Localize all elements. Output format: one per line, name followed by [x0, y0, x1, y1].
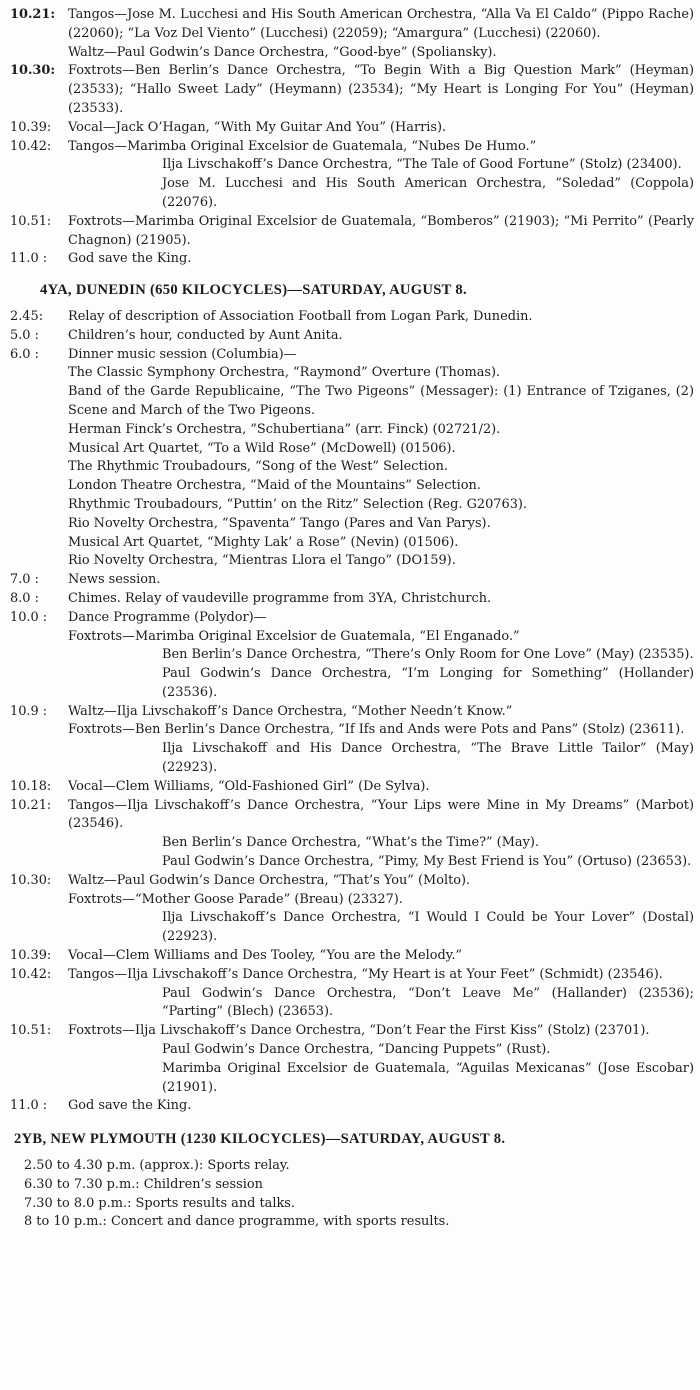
entry-text: Tangos—Marimba Original Excelsior de Guatemala, “Nubes De Humo.”	[68, 138, 537, 154]
entry-time: 11.0 :	[10, 251, 48, 267]
entry-sub	[10, 1060, 694, 1098]
entry-text: Marimba Original Excelsior de Guatemala, “Aguilas Mexicanas” (Jose Escobar) (21901).	[162, 1060, 694, 1095]
entry-sub	[10, 364, 694, 383]
entry	[10, 308, 694, 327]
entry-sub	[10, 440, 694, 459]
entry-time: 5.0 :	[10, 327, 39, 343]
entry-time: 10.51:	[10, 1023, 52, 1039]
entry-sub	[10, 628, 694, 647]
entry-text: Children’s hour, conducted by Aunt Anita.	[68, 327, 343, 343]
schedule-line: 6.30 to 7.30 p.m.: Children’s session	[24, 1176, 263, 1192]
entry-time: 6.0 :	[10, 346, 39, 362]
entry-sub	[10, 853, 694, 872]
entry-text: Foxtrots—Marimba Original Excelsior de Guatemala, “El Enganado.”	[68, 628, 520, 644]
entry-text: Waltz—Ilja Livschakoff’s Dance Orchestra, “Mother Needn’t Know.”	[68, 703, 513, 719]
entry-sub	[10, 383, 694, 421]
entry-time: 2.45:	[10, 308, 44, 324]
section-2yb	[10, 1157, 694, 1232]
entry-11-0-god-save	[10, 250, 694, 269]
entry	[10, 571, 694, 590]
entry-text: Relay of description of Association Football from Logan Park, Dunedin.	[68, 308, 533, 324]
entry-text: Foxtrots—Ben Berlin’s Dance Orchestra, “If Ifs and Ands were Pots and Pans” (Stolz) (23611).	[68, 722, 685, 738]
entry-10-51-foxtrots	[10, 213, 694, 251]
entry-text: Band of the Garde Republicaine, “The Two Pigeons” (Messager): (1) Entrance of Tziganes, (2) Scene and March of the Two Pigeons.	[68, 384, 694, 418]
section-4ya	[10, 308, 694, 1116]
entry-text: Tangos—Ilja Livschakoff’s Dance Orchestra, “Your Lips were Mine in My Dreams” (Marbot) (23546).	[68, 797, 694, 832]
entry-text: Foxtrots—Marimba Original Excelsior de Guatemala, “Bomberos” (21903); “Mi Perrito” (Pearly Chagnon) (21905).	[68, 213, 694, 248]
entry	[10, 872, 694, 891]
entry-text: Waltz—Paul Godwin’s Dance Orchestra, “That’s You” (Molto).	[68, 872, 471, 888]
entry-text: Waltz—Paul Godwin’s Dance Orchestra, “Good-bye” (Spoliansky).	[68, 44, 497, 60]
entry-sub	[10, 496, 694, 515]
entry-time: 10.0 :	[10, 609, 48, 625]
entry-time: 10.9 :	[10, 703, 48, 719]
entry-text: Herman Finck’s Orchestra, “Schubertiana” (arr. Finck) (02721/2).	[68, 421, 501, 437]
entry-text: London Theatre Orchestra, “Maid of the Mountains” Selection.	[68, 478, 481, 494]
entry-text: Rio Novelty Orchestra, “Spaventa” Tango (Pares and Van Parys).	[68, 515, 491, 531]
entry-sub	[10, 646, 694, 665]
entry-text: Ilja Livschakoff’s Dance Orchestra, “The Tale of Good Fortune” (Stolz) (23400).	[162, 157, 682, 173]
entry-sub	[10, 477, 694, 496]
entry-time: 10.39:	[10, 119, 52, 135]
entry-10-21-tangos	[10, 6, 694, 44]
entry-text: Dinner music session (Columbia)—	[68, 346, 297, 362]
entry-text: Foxtrots—Ben Berlin’s Dance Orchestra, “To Begin With a Big Question Mark” (Heyman) (23533); “Hallo Sweet Lady” (Heymann) (23534); “My Heart is Longing For You” (Heyman) (23533).	[68, 63, 694, 116]
entry-text: God save the King.	[68, 251, 192, 267]
entry-text: Musical Art Quartet, “Mighty Lak’ a Rose” (Nevin) (01506).	[68, 534, 459, 550]
entry-text: God save the King.	[68, 1098, 192, 1114]
entry-time: 10.42:	[10, 966, 52, 982]
entry	[10, 1097, 694, 1116]
entry-text: Ben Berlin’s Dance Orchestra, “There’s Only Room for One Love” (May) (23535).	[162, 647, 694, 663]
entry	[10, 703, 694, 722]
entry-text: Vocal—Clem Williams and Des Tooley, “You are the Melody.”	[68, 948, 463, 964]
entry-sub	[10, 534, 694, 553]
entry-text: Chimes. Relay of vaudeville programme from 3YA, Christchurch.	[68, 590, 492, 606]
section-3ya-late	[10, 6, 694, 269]
entry-time: 10.51:	[10, 213, 52, 229]
entry	[10, 590, 694, 609]
entry-text: Paul Godwin’s Dance Orchestra, “Dancing Puppets” (Rust).	[162, 1042, 551, 1058]
entry	[10, 609, 694, 628]
entry-time: 11.0 :	[10, 1098, 48, 1114]
entry-text: Dance Programme (Polydor)—	[68, 609, 267, 625]
entry-text: Foxtrots—Ilja Livschakoff’s Dance Orchestra, “Don’t Fear the First Kiss” (Stolz) (23701).	[68, 1023, 650, 1039]
entry-text: Ben Berlin’s Dance Orchestra, “What’s the Time?” (May).	[162, 835, 539, 851]
entry-10-30-foxtrots	[10, 62, 694, 118]
entry-time: 10.39:	[10, 948, 52, 964]
entry-sub	[10, 665, 694, 703]
entry-text: Rio Novelty Orchestra, “Mientras Llora el Tango” (DO159).	[68, 553, 456, 569]
entry-text: Paul Godwin’s Dance Orchestra, “Pimy, My Best Friend is You” (Ortuso) (23653).	[162, 854, 692, 870]
entry-text: Foxtrots—“Mother Goose Parade” (Breau) (23327).	[68, 891, 403, 907]
entry-10-42-tangos	[10, 138, 694, 157]
entry-sub	[10, 740, 694, 778]
entry-time: 8.0 :	[10, 590, 39, 606]
entry-text: The Rhythmic Troubadours, “Song of the West” Selection.	[68, 459, 448, 475]
entry-sub	[10, 1041, 694, 1060]
entry-text: Tangos—Ilja Livschakoff’s Dance Orchestra, “My Heart is at Your Feet” (Schmidt) (23546).	[68, 966, 663, 982]
entry-time: 10.30:	[10, 872, 52, 888]
entry-time: 10.18:	[10, 778, 52, 794]
entry-text: The Classic Symphony Orchestra, “Raymond” Overture (Thomas).	[68, 365, 501, 381]
station-heading-4ya: 4YA, DUNEDIN (650 KILOCYCLES)—SATURDAY, AUGUST 8.	[40, 282, 467, 299]
entry-text: News session.	[68, 572, 161, 588]
entry-sub	[10, 552, 694, 571]
entry-text: Vocal—Jack O’Hagan, “With My Guitar And You” (Harris).	[68, 119, 447, 135]
entry-sub	[10, 891, 694, 910]
entry-sub	[10, 721, 694, 740]
entry	[10, 966, 694, 985]
entry-time: 10.30:	[10, 63, 56, 79]
entry-text: Ilja Livschakoff and His Dance Orchestra, “The Brave Little Tailor” (May) (22923).	[162, 741, 694, 776]
schedule-line: 7.30 to 8.0 p.m.: Sports results and talks.	[24, 1195, 296, 1211]
entry-sub	[10, 458, 694, 477]
entry-time: 10.42:	[10, 138, 52, 154]
schedule-line: 2.50 to 4.30 p.m. (approx.): Sports relay.	[24, 1158, 290, 1174]
entry-time: 10.21:	[10, 7, 56, 22]
entry-time: 7.0 :	[10, 572, 39, 588]
entry-sub	[10, 175, 694, 213]
entry-text: Paul Godwin’s Dance Orchestra, “I’m Longing for Something” (Hollander) (23536).	[162, 666, 694, 700]
entry-text: Musical Art Quartet, “To a Wild Rose” (McDowell) (01506).	[68, 440, 456, 456]
entry-text: Jose M. Lucchesi and His South American Orchestra, “Soledad” (Coppola) (22076).	[162, 176, 694, 210]
entry-text: Tangos—Jose M. Lucchesi and His South American Orchestra, “Alla Va El Caldo” (Pippo Rache) (22060); “La Voz Del Viento” (Lucchesi) (22059); “Amargura” (Lucchesi) (22060).	[68, 7, 694, 41]
entry-10-39-vocal	[10, 119, 694, 138]
entry-text: Ilja Livschakoff’s Dance Orchestra, “I Would I Could be Your Lover” (Dostal) (22923).	[162, 910, 694, 945]
entry	[10, 778, 694, 797]
entry	[10, 797, 694, 835]
entry	[10, 1022, 694, 1041]
entry-text: Paul Godwin’s Dance Orchestra, “Don’t Leave Me” (Hallander) (23536); “Parting” (Blech) (23653).	[162, 985, 694, 1020]
station-heading-2yb: 2YB, NEW PLYMOUTH (1230 KILOCYCLES)—SATURDAY, AUGUST 8.	[14, 1131, 506, 1148]
entry-waltz	[10, 44, 694, 63]
entry-sub	[10, 909, 694, 947]
schedule-line: 8 to 10 p.m.: Concert and dance programme, with sports results.	[24, 1214, 450, 1230]
entry	[10, 327, 694, 346]
entry-sub	[10, 834, 694, 853]
entry-text: Rhythmic Troubadours, “Puttin’ on the Ritz” Selection (Reg. G20763).	[68, 496, 528, 512]
entry-text: Vocal—Clem Williams, “Old-Fashioned Girl” (De Sylva).	[68, 778, 430, 794]
entry-sub	[10, 985, 694, 1023]
entry-time: 10.21:	[10, 797, 52, 813]
entry	[10, 346, 694, 365]
entry-sub	[10, 515, 694, 534]
entry-sub	[10, 421, 694, 440]
entry	[10, 947, 694, 966]
entry-sub	[10, 156, 694, 175]
